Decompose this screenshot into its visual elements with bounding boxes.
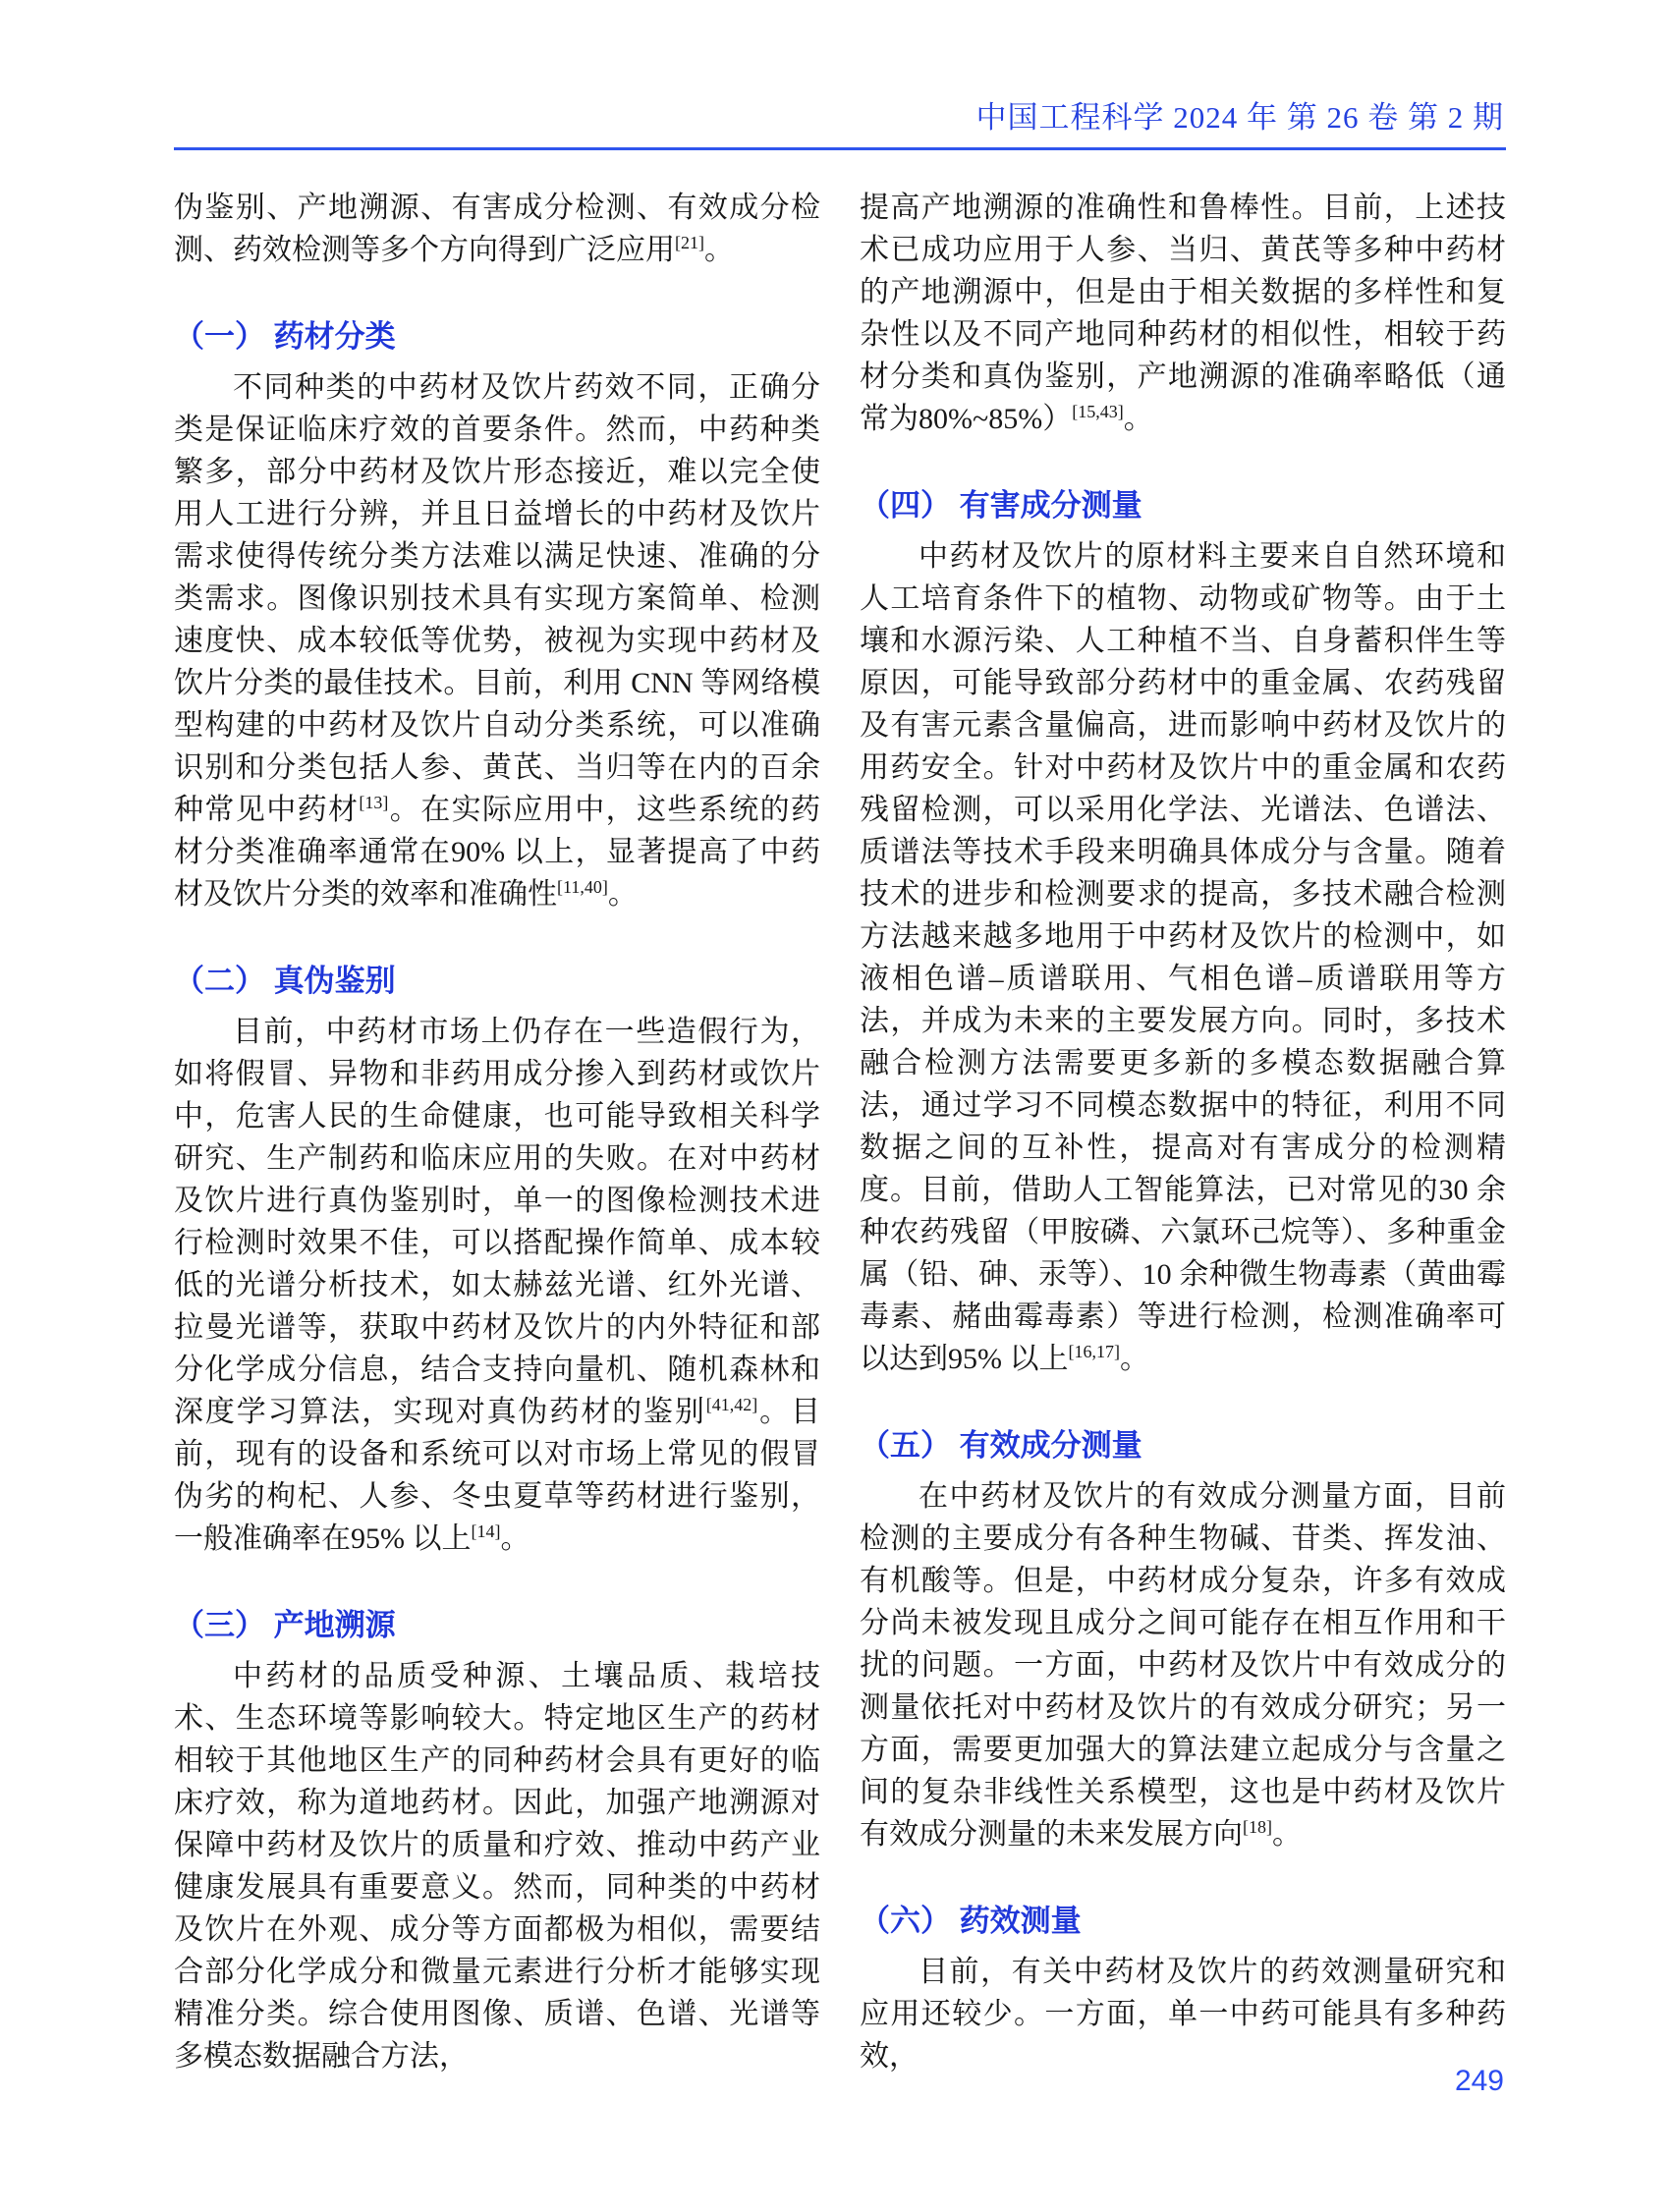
citation-ref: [21] — [675, 233, 704, 252]
citation-ref: [41,42] — [705, 1395, 758, 1414]
citation-ref: [11,40] — [557, 877, 608, 897]
body-paragraph: 在中药材及饮片的有效成分测量方面，目前检测的主要成分有各种生物碱、苷类、挥发油、有机酸等。但是，中药材成分复杂，许多有效成分尚未被发现且成分之间可能存在相互作用和干扰的问题。一方面，中药材及饮片中有效成分的测量依托对中药材及饮片的有效成分研究；另一方面，需要更加强大的算法建立起成分与含量之间的复杂非线性关系模型，这也是中药材及饮片有效成分测量的未来发展方向[18]。 — [860, 1480, 1506, 1851]
citation-ref: [15,43] — [1072, 402, 1124, 421]
body-paragraph: 不同种类的中药材及饮片药效不同，正确分类是保证临床疗效的首要条件。然而，中药种类繁多，部分中药材及饮片形态接近，难以完全使用人工进行分辨，并且日益增长的中药材及饮片需求使得传统分类方法难以满足快速、准确的分类需求。图像识别技术具有实现方案简单、检测速度快、成本较低等优势，被视为实现中药材及饮片分类的最佳技术。目前，利用 CNN 等网络模型构建的中药材及饮片自动分类系统，可以准确识别和分类包括人参、黄芪、当归等在内的百余种常见中药材[13]。在实际应用中，这些系统的药材分类准确率通常在90% 以上，显著提高了中药材及饮片分类的效率和准确性[11,40]。 — [174, 371, 821, 911]
right-column — [860, 187, 1506, 2077]
two-column-body — [174, 187, 1506, 2077]
page-number: 249 — [1454, 2065, 1504, 2097]
citation-ref: [14] — [471, 1521, 501, 1541]
body-paragraph: 伪鉴别、产地溯源、有害成分检测、有效成分检测、药效检测等多个方向得到广泛应用[21]。 — [174, 192, 820, 266]
citation-ref: [16,17] — [1068, 1342, 1120, 1361]
journal-header: 中国工程科学 2024 年 第 26 卷 第 2 期 — [975, 100, 1504, 135]
section-heading: （一） 药材分类 — [174, 319, 396, 354]
left-column — [174, 187, 820, 2077]
body-paragraph: 目前，中药材市场上仍存在一些造假行为，如将假冒、异物和非药用成分掺入到药材或饮片中，危害人民的生命健康，也可能导致相关科学研究、生产制药和临床应用的失败。在对中药材及饮片进行真伪鉴别时，单一的图像检测技术进行检测时效果不佳，可以搭配操作简单、成本较低的光谱分析技术，如太赫兹光谱、红外光谱、拉曼光谱等，获取中药材及饮片的内外特征和部分化学成分信息，结合支持向量机、随机森林和深度学习算法，实现对真伪药材的鉴别[41,42]。目前，现有的设备和系统可以对市场上常见的假冒伪劣的枸杞、人参、冬虫夏草等药材进行鉴别，一般准确率在95% 以上[14]。 — [174, 1016, 821, 1555]
section-heading: （三） 产地溯源 — [174, 1608, 396, 1642]
body-paragraph: 提高产地溯源的准确性和鲁棒性。目前，上述技术已成功应用于人参、当归、黄芪等多种中药材的产地溯源中，但是由于相关数据的多样性和复杂性以及不同产地同种药材的相似性，相较于药材分类和真伪鉴别，产地溯源的准确率略低（通常为80%~85%）[15,43]。 — [860, 192, 1506, 435]
body-paragraph: 中药材及饮片的原材料主要来自自然环境和人工培育条件下的植物、动物或矿物等。由于土壤和水源污染、人工种植不当、自身蓄积伴生等原因，可能导致部分药材中的重金属、农药残留及有害元素含量偏高，进而影响中药材及饮片的用药安全。针对中药材及饮片中的重金属和农药残留检测，可以采用化学法、光谱法、色谱法、质谱法等技术手段来明确具体成分与含量。随着技术的进步和检测要求的提高，多技术融合检测方法越来越多地用于中药材及饮片的检测中，如液相色谱–质谱联用、气相色谱–质谱联用等方法，并成为未来的主要发展方向。同时，多技术融合检测方法需要更多新的多模态数据融合算法，通过学习不同模态数据中的特征，利用不同数据之间的互补性，提高对有害成分的检测精度。目前，借助人工智能算法，已对常见的30 余种农药残留（甲胺磷、六氯环己烷等）、多种重金属（铅、砷、汞等）、10 余种微生物毒素（黄曲霉毒素、赭曲霉毒素）等进行检测，检测准确率可以达到95% 以上[16,17]。 — [860, 540, 1506, 1375]
body-paragraph: 中药材的品质受种源、土壤品质、栽培技术、生态环境等影响较大。特定地区生产的药材相较于其他地区生产的同种药材会具有更好的临床疗效，称为道地药材。因此，加强产地溯源对保障中药材及饮片的质量和疗效、推动中药产业健康发展具有重要意义。然而，同种类的中药材及饮片在外观、成分等方面都极为相似，需要结合部分化学成分和微量元素进行分析才能够实现精准分类。综合使用图像、质谱、色谱、光谱等多模态数据融合方法， — [174, 1660, 820, 2073]
section-heading: （五） 有效成分测量 — [860, 1428, 1142, 1463]
body-paragraph: 目前，有关中药材及饮片的药效测量研究和应用还较少。一方面，单一中药可能具有多种药效， — [860, 1956, 1506, 2073]
header-rule — [174, 147, 1506, 150]
citation-ref: [18] — [1243, 1817, 1272, 1837]
section-heading: （六） 药效测量 — [860, 1904, 1082, 1938]
citation-ref: [13] — [359, 793, 389, 812]
section-heading: （四） 有害成分测量 — [860, 488, 1142, 523]
section-heading: （二） 真伪鉴别 — [174, 964, 396, 998]
